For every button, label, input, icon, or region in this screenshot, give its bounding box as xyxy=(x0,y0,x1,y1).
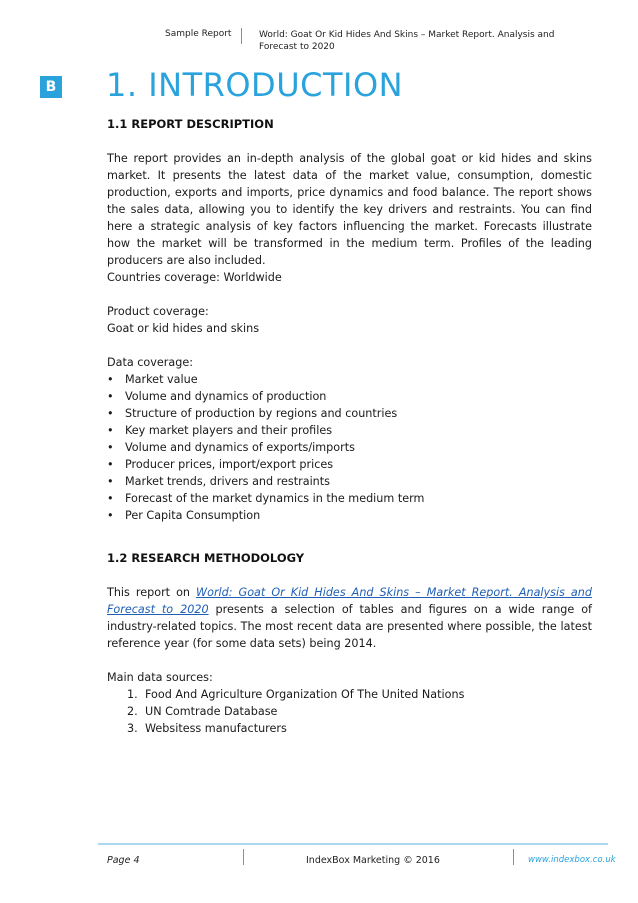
methodology-intro-after: presents a selection of tables and figures on a wide range of industry-related topics. The most recent data are presented where possible, the latest reference year (for some data sets) being 2014. xyxy=(107,603,592,650)
list-item: • Volume and dynamics of exports/imports xyxy=(107,439,592,456)
section-heading-report-description: 1.1 REPORT DESCRIPTION xyxy=(107,117,274,131)
report-description-body xyxy=(107,150,592,269)
header-report-title: World: Goat Or Kid Hides And Skins – Market Report. Analysis and Forecast to 2020 xyxy=(259,30,555,52)
list-item: • Producer prices, import/export prices xyxy=(107,456,592,473)
data-sources-label: Main data sources: xyxy=(107,671,213,684)
product-coverage xyxy=(107,303,592,337)
methodology-body xyxy=(107,584,592,652)
list-item: • Key market players and their profiles xyxy=(107,422,592,439)
header-divider xyxy=(241,28,242,44)
methodology-intro-before: This report on xyxy=(107,586,197,599)
list-number: 2. xyxy=(127,705,138,718)
countries-coverage-text: Countries coverage: Worldwide xyxy=(107,271,282,284)
page-title: 1. INTRODUCTION xyxy=(106,66,404,104)
report-description-paragraph: The report provides an in-depth analysis of the global goat or kid hides and skins market. It presents the latest data of the market value, consumption, domestic production, exports and imports, price dynamics and food balance. The report shows the sales data, allowing you to identify the key drivers and restraints. You can find here a strategic analysis of key factors influencing the market. Forecasts illustrate how the market will be transformed in the medium term. Profiles of the leading producers are also included. xyxy=(107,152,592,267)
list-number: 1. xyxy=(127,688,138,701)
data-sources xyxy=(107,669,592,737)
list-item xyxy=(127,703,592,720)
list-item xyxy=(127,720,592,737)
list-item: • Structure of production by regions and countries xyxy=(107,405,592,422)
list-number: 3. xyxy=(127,722,138,735)
footer-website-link[interactable]: www.indexbox.co.uk xyxy=(528,855,616,865)
list-item: • Volume and dynamics of production xyxy=(107,388,592,405)
product-coverage-value: Goat or kid hides and skins xyxy=(107,322,260,335)
list-item: • Per Capita Consumption xyxy=(107,507,592,524)
data-sources-list xyxy=(107,686,592,737)
data-coverage-label: Data coverage: xyxy=(107,356,193,369)
list-item: • Market trends, drivers and restraints xyxy=(107,473,592,490)
report-title-link[interactable]: World: Goat Or Kid Hides And Skins – Market Report. Analysis and Forecast to 2020 xyxy=(107,586,592,616)
list-item: • Forecast of the market dynamics in the medium term xyxy=(107,490,592,507)
data-coverage-list xyxy=(107,371,592,524)
product-coverage-label: Product coverage: xyxy=(107,305,209,318)
source-text: Food And Agriculture Organization Of The United Nations xyxy=(145,688,465,701)
brand-logo-icon: B xyxy=(40,76,62,98)
list-item xyxy=(127,686,592,703)
header-left-text: Sample Report xyxy=(165,29,232,39)
footer-divider xyxy=(243,849,244,865)
source-text: Websitess manufacturers xyxy=(145,722,287,735)
data-coverage xyxy=(107,354,592,524)
section-heading-research-methodology: 1.2 RESEARCH METHODOLOGY xyxy=(107,551,305,565)
methodology-paragraph xyxy=(107,584,592,652)
footer-divider xyxy=(513,849,514,865)
footer-rule xyxy=(98,843,608,845)
footer-page-number: Page 4 xyxy=(107,855,140,866)
footer-copyright: IndexBox Marketing © 2016 xyxy=(306,855,440,866)
list-item: • Market value xyxy=(107,371,592,388)
countries-coverage xyxy=(107,269,592,286)
source-text: UN Comtrade Database xyxy=(145,705,278,718)
